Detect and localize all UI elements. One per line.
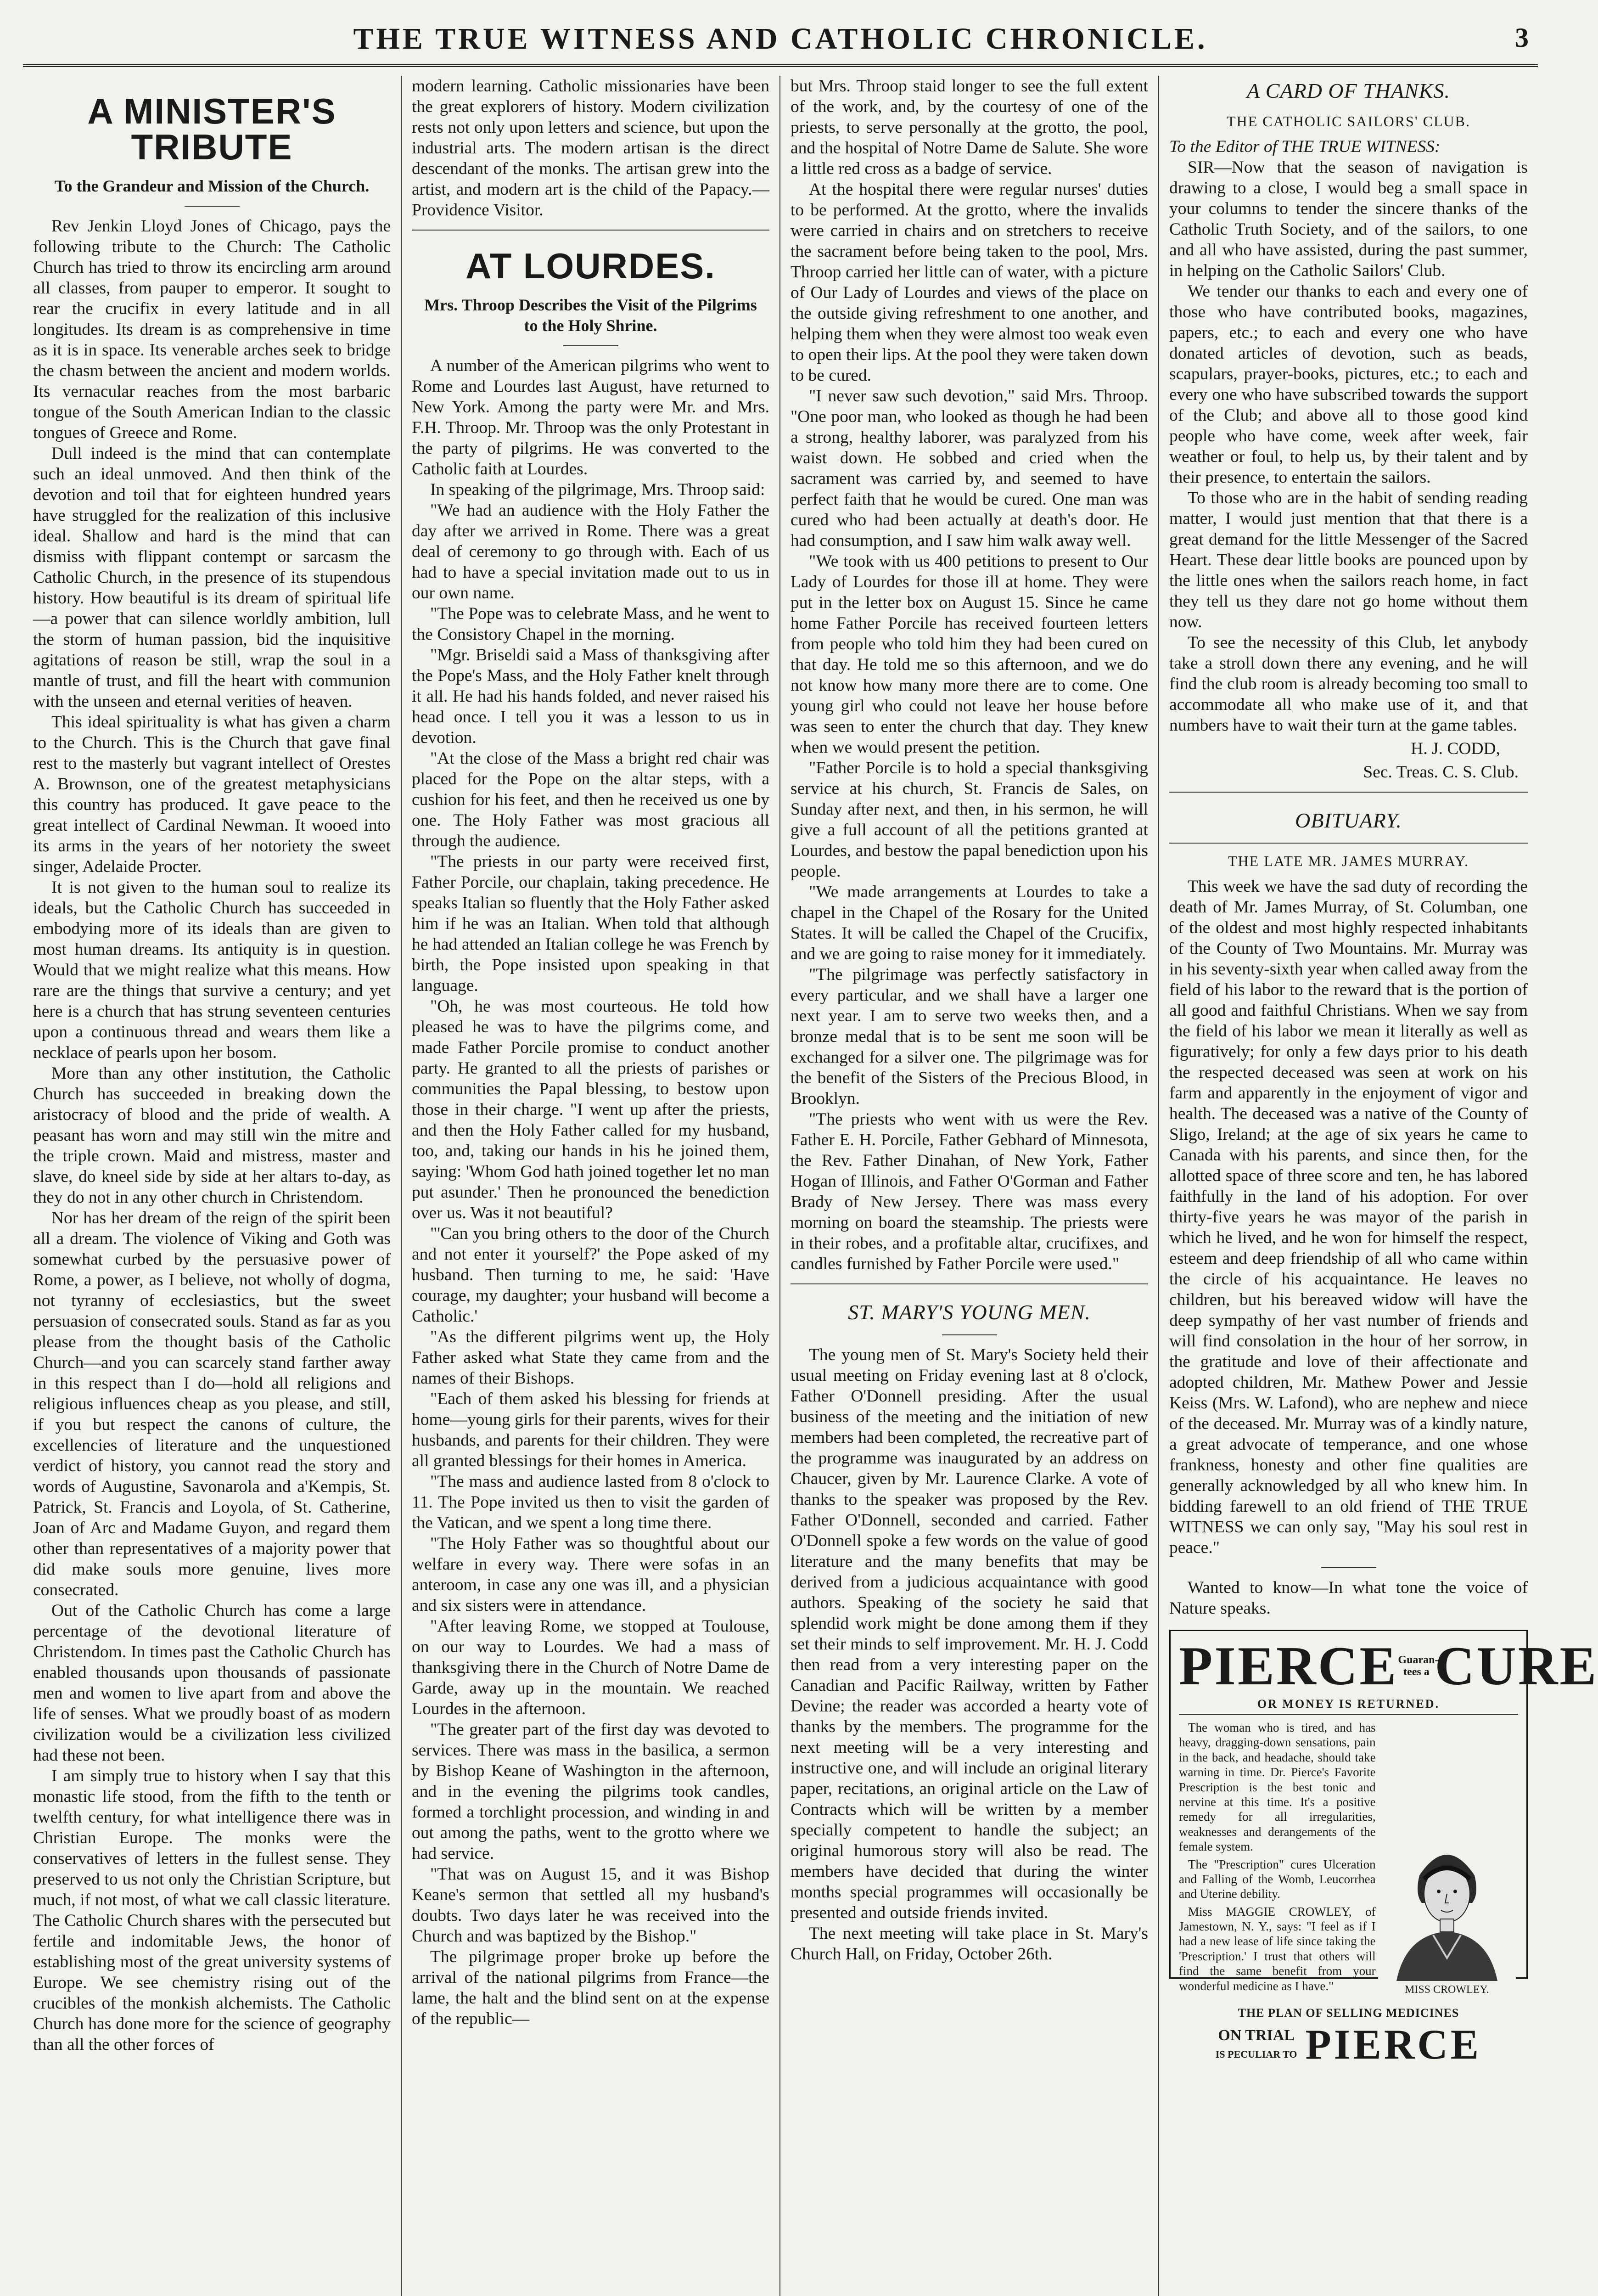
ad-footer-on-trial	[1216, 2027, 1297, 2062]
article-deck: Mrs. Throop Describes the Visit of the Pilgrims to the Holy Shrine.	[424, 296, 757, 335]
paragraph: "After leaving Rome, we stopped at Toulouse, on our way to Lourdes. We had a mass of thanksgiving there in the Church of Notre Dame de Garde, away up in the mountain. We reached Lourdes in the afternoon.	[412, 1617, 769, 1718]
divider	[185, 206, 240, 207]
paragraph: "The mass and audience lasted from 8 o'clock to 11. The Pope invited us then to visit the garden of the Vatican, and we spent a long time there.	[412, 1472, 769, 1532]
signature-name: H. J. CODD,	[1411, 739, 1500, 758]
column-1	[23, 76, 402, 2296]
ad-brand-word: PIERCE	[1179, 1635, 1398, 1696]
ad-guarantee-text: Guaran-tees a	[1398, 1654, 1439, 1678]
divider	[791, 1283, 1148, 1284]
paragraph-continuation: but Mrs. Throop staid longer to see the full extent of the work, and, by the courtesy of one of the priests, to serve personally at the grotto, the pool, and the hospital of Notre Dame de Salute. She wore a little red cross as a badge of service.	[791, 77, 1148, 178]
ad-header	[1179, 1635, 1598, 1696]
paragraph: "We made arrangements at Lourdes to take a chapel in the Chapel of the Rosary for the United States. It will be called the Chapel of the Crucifix, and we are going to raise money for it immediately.	[791, 883, 1148, 963]
paragraph: "As the different pilgrims went up, the Holy Father asked what State they came from and the names of their Bishops.	[412, 1328, 769, 1388]
paragraph: The pilgrimage proper broke up before the arrival of the national pilgrims from France—the lame, the halt and the blind sent on at the expense of the republic—	[412, 1947, 769, 2028]
ad-subline: OR MONEY IS RETURNED.	[1179, 1697, 1518, 1715]
column-4	[1159, 76, 1598, 2296]
column-2	[402, 76, 780, 2296]
paragraph: To those who are in the habit of sending reading matter, I would just mention that that there is a great demand for the little Messenger of the Sacred Heart. These dear little books are pounced upon by the little ones when the sailors reach home, in fact they tell us they dare not go home without them now.	[1169, 489, 1528, 631]
paragraph-continuation: modern learning. Catholic missionaries have been the great explorers of history. Modern civilization rests not only upon letters and science, but upon the industrial arts. The modern artisan is the direct descendant of the monks. The artisan grew into the artist, and modern art is the child of the Papacy.—Providence Visitor.	[412, 77, 769, 219]
portrait-caption: MISS CROWLEY.	[1405, 1984, 1489, 1996]
paragraph: This ideal spirituality is what has given a charm to the Church. This is the Church that gave final rest to the masterly but vagrant intellect of Orestes A. Brownson, one of the greatest metaphysicians this country has produced. It gave peace to the great intellect of Cardinal Newman. It wooed into its arms in the years of her notoriety the sweet singer, Adelaide Procter.	[33, 713, 391, 876]
paragraph: The young men of St. Mary's Society held their usual meeting on Friday evening last at 8 o'clock, Father O'Donnell presiding. After the usual business of the meeting and the initiation of new members had been completed, the recreative part of the programme was inaugurated by an address on Chaucer, given by Mr. Laurence Clarke. A vote of thanks to the speaker was proposed by the Rev. Father O'Donnell, seconded and carried. Father O'Donnell spoke a few words on the value of good literature and the many benefits that may be derived from a judicious acquaintance with good authors. Speaking of the society he said that splendid work might be done among them if they set their minds to self improvement. Mr. H. J. Codd then read from a very interesting paper on the Canadian and Pacific Railway, written by Father Devine; the reader was accorded a hearty vote of thanks by the members. The programme for the next meeting will be a very interesting and instructive one, and will include an original literary paper, recitations, an original article on the Law of Contracts which will be written by a member specially competent to handle the subject; an original humorous story will also be read. The members have decided that during the winter months special programmes will occasionally be presented and outside friends invited.	[791, 1345, 1148, 1922]
masthead-title: THE TRUE WITNESS AND CATHOLIC CHRONICLE.	[353, 22, 1208, 56]
paragraph: "We took with us 400 petitions to present to Our Lady of Lourdes for those ill at home. They were put in the letter box on August 15. Since he came home Father Porcile has received fourteen letters from people who told him they had been cured on that day. He told me so this afternoon, and we do not know how many more there are to come. One young girl who could not leave her house before was seen to enter the church that day. They knew when we would present the petition.	[791, 552, 1148, 757]
ad-paragraph: The woman who is tired, and has heavy, dragging-down sensations, pain in the back, and headache, should take warning in time. Dr. Pierce's Favorite Prescription is the best tonic and nervine at this time. It's a positive remedy for all irregularities, weaknesses and derangements of the female system.	[1179, 1721, 1376, 1854]
paragraph: "The priests in our party were received first, Father Porcile, our chaplain, taking precedence. He speaks Italian so fluently that the Holy Father asked him if he was an Italian. When told that although he had attended an Italian college he was French by birth, the Pope insisted upon speaking in that language.	[412, 852, 769, 995]
column-3	[780, 76, 1159, 2296]
paragraph: SIR—Now that the season of navigation is drawing to a close, I would beg a small space in your columns to tender the sincere thanks of the Catholic Truth Society, and of the sailors, to one and all who have assisted, during the past summer, in helping on the Catholic Sailors' Club.	[1169, 158, 1528, 280]
page-number: 3	[1515, 23, 1529, 53]
ad-text	[1179, 1720, 1376, 1996]
divider	[563, 345, 618, 346]
paragraph: More than any other institution, the Catholic Church has succeeded in breaking down the aristocracy of blood and the pride of wealth. A peasant has worn and may still win the mitre and the triple crown. Maid and mistress, master and slave, do kneel side by side at her altars to-day, as they do not in any other church in Christendom.	[33, 1064, 391, 1207]
club-heading: THE CATHOLIC SAILORS' CLUB.	[1227, 113, 1470, 129]
divider	[412, 230, 769, 231]
ad-on-trial-text: ON TRIAL	[1218, 2027, 1295, 2044]
paragraph: "At the close of the Mass a bright red chair was placed for the Pope on the altar steps, with a cushion for his feet, and then he received us one by one. The Holy Father was most gracious all through the audience.	[412, 749, 769, 850]
pierce-advertisement	[1169, 1630, 1598, 2068]
paragraph: Out of the Catholic Church has come a large percentage of the devotional literature of Christendom. In times past the Catholic Church has enabled thousands upon thousands of passionate men and women to live apart from and above the life of senses. What we proudly boast of as modern civilization would be a civilization less civilized had these not been.	[33, 1601, 391, 1765]
paragraph: "Mgr. Briseldi said a Mass of thanksgiving after the Pope's Mass, and the Holy Father knelt through it all. He had his hands folded, and never raised his head once. I tell you it was a lesson to us in devotion.	[412, 646, 769, 747]
ad-footer	[1179, 2006, 1518, 2069]
paragraph: To see the necessity of this Club, let anybody take a stroll down there any evening, and he will find the club room is already becoming too small to accommodate all who make use of it, and that numbers have to wait their turn at the game tables.	[1169, 633, 1528, 735]
paragraph: Rev Jenkin Lloyd Jones of Chicago, pays the following tribute to the Church: The Catholic Church has tried to throw its encircling arm around all classes, from pauper to emperor. It sought to rear the crucifix in every latitude and in all longitudes. Its dream is as comprehensive in time as it is in space. Its venerable arches seek to bridge the chasm between the ancient and modern worlds. Its vernacular reaches from the most barbaric tongue of the South American Indian to the classic tongues of Greece and Rome.	[33, 217, 391, 442]
paragraph: We tender our thanks to each and every one of those who have contributed books, magazines, papers, etc.; to each and every one who have donated articles of devotion, such as beads, scapulars, prayer-books, pictures, etc.; to each and every one who have subscribed towards the support of the Club; and above all to those good kind people who have come, week after week, fair weather or foul, to help us, by their talent and by their presence, to entertain the sailors.	[1169, 282, 1528, 487]
to-editor-line: To the Editor of THE TRUE WITNESS:	[1169, 137, 1441, 156]
ad-body	[1179, 1720, 1518, 1996]
divider	[1169, 792, 1528, 793]
paragraph: "The Holy Father was so thoughtful about our welfare in every way. There were sofas in an anteroom, in case any one was ill, and a physician and six sisters were in attendance.	[412, 1534, 769, 1615]
paragraph: "That was on August 15, and it was Bishop Keane's sermon that settled all my husband's doubts. Two days later he was received into the Church and was baptized by the Bishop."	[412, 1865, 769, 1946]
divider	[1169, 843, 1528, 844]
ad-portrait	[1376, 1720, 1518, 1996]
masthead	[23, 14, 1538, 67]
paragraph: A number of the American pilgrims who went to Rome and Lourdes last August, have returned to New York. Among the party were Mr. and Mrs. F.H. Throop. Mr. Throop was the only Protestant in the party of pilgrims. He was converted to the Catholic faith at Lourdes.	[412, 356, 769, 478]
page-columns	[23, 76, 1598, 2296]
divider	[1321, 1567, 1376, 1568]
signature-title: Sec. Treas. C. S. Club.	[1363, 763, 1519, 782]
filler-paragraph: Wanted to know—In what tone the voice of Nature speaks.	[1169, 1578, 1528, 1618]
article-deck: To the Grandeur and Mission of the Church.	[54, 177, 370, 195]
paragraph: "I never saw such devotion," said Mrs. Throop. "One poor man, who looked as though he had been a strong, healthy laborer, was paralyzed from his waist down. He sobbed and cried when the sacrament was carried by, and seemed to have perfect faith that he would be cured. One man was cured who had been actually at death's door. He had consumption, and I saw him walk away well.	[791, 387, 1148, 550]
section-title-st-marys-young-men: ST. MARY'S YOUNG MEN.	[848, 1300, 1091, 1324]
paragraph: "'Can you bring others to the door of the Church and not enter it yourself?' the Pope asked of my husband. Then turning to me, he said: 'Have courage, my daughter; your husband will become a Catholic.'	[412, 1224, 769, 1326]
paragraph: "Oh, he was most courteous. He told how pleased he was to have the pilgrims come, and made Father Porcile promise to conduct another party. He granted to all the priests of parishes or communities the Papal blessing, to bestow upon those in their charge. "I went up after the priests, and then the Holy Father called for my husband, too, and, taking our hands in his he joined them, saying: 'Whom God hath joined together let no man put asunder.' Then he pronounced the benediction over us. Was it not beautiful?	[412, 997, 769, 1222]
portrait-illustration	[1378, 1825, 1516, 1981]
section-title-obituary: OBITUARY.	[1295, 809, 1402, 832]
paragraph: "Each of them asked his blessing for friends at home—young girls for their parents, wives for their husbands, and parents for their children. They were all granted blessings for their homes in America.	[412, 1390, 769, 1470]
paragraph: In speaking of the pilgrimage, Mrs. Throop said:	[430, 480, 765, 499]
ad-paragraph: The "Prescription" cures Ulceration and Falling of the Womb, Leucorrhea and Uterine debility.	[1179, 1857, 1376, 1901]
ad-footer-brand: PIERCE	[1305, 2021, 1482, 2068]
ad-cure-word: CURE	[1435, 1635, 1598, 1696]
article-headline-at-lourdes: AT LOURDES.	[465, 246, 716, 286]
divider	[942, 1334, 997, 1335]
paragraph: "Father Porcile is to hold a special thanksgiving service at his church, St. Francis de Sales, on Sunday after next, and then, in his sermon, he will give a full account of all the petitions granted at Lourdes, and bestow the papal benediction upon his people.	[791, 759, 1148, 881]
section-title-card-of-thanks: A CARD OF THANKS.	[1247, 79, 1450, 102]
obituary-heading: THE LATE MR. JAMES MURRAY.	[1228, 853, 1469, 869]
paragraph: The next meeting will take place in St. Mary's Church Hall, on Friday, October 26th.	[791, 1924, 1148, 1964]
ad-peculiar-text: IS PECULIAR TO	[1215, 2048, 1297, 2060]
article-headline-ministers-tribute: A MINISTER'S TRIBUTE	[87, 91, 336, 167]
paragraph: At the hospital there were regular nurses' duties to be performed. At the grotto, where the invalids were carried in chairs and on stretchers to receive the sacrament before being taken to the pool, Mrs. Throop carried her little can of water, with a picture of Our Lady of Lourdes and views of the place on the outside giving refreshment to one another, and helping them when they were almost too weak even to open their lips. At the pool they were taken down to be cured.	[791, 180, 1148, 385]
paragraph: It is not given to the human soul to realize its ideals, but the Catholic Church has succeeded in embodying more of its ideals than are given to most human dreams. Its antiquity is in question. Would that we might realize what this means. How rare are the things that survive a century; and yet here is a church that has strung seventeen centuries upon a continuous thread and wears them like a necklace of pearls upon her bosom.	[33, 878, 391, 1062]
paragraph: Nor has her dream of the reign of the spirit been all a dream. The violence of Viking and Goth was somewhat curbed by the persuasive power of Rome, a power, as I believe, not wholly of dogma, not tyranny of ecclesiastics, but the sweet persuasion of consecrated souls. Stand as far as you please from the thought basis of the Catholic Church—and you can scarcely stand farther away in this respect than I do—hold all religions and religious influences cheap as you please, and still, if you but respect the canons of culture, the excellencies of literature and the unquestioned verdict of history, you cannot read the story and words of Augustine, Savonarola and a'Kempis, St. Patrick, St. Francis and Loyola, of St. Catherine, Joan of Arc and Madame Guyon, and regard them other than representatives of a majority power that did make souls more genuine, lives more consecrated.	[33, 1209, 391, 1599]
paragraph: "The pilgrimage was perfectly satisfactory in every particular, and we shall have a larger one next year. I am to serve two weeks then, and a bronze medal that is to be sent me soon will be exchanged for a silver one. The pilgrimage was for the benefit of the Sisters of the Precious Blood, in Brooklyn.	[791, 965, 1148, 1108]
paragraph: "We had an audience with the Holy Father the day after we arrived in Rome. There was a great deal of ceremony to go through with. Each of us had to have a special invitation made out to us in our own name.	[412, 501, 769, 602]
paragraph: "The greater part of the first day was devoted to services. There was mass in the basilica, a sermon by Bishop Keane of Washington in the afternoon, and in the evening the pilgrims took candles, formed a torchlight procession, and winding in and out among the paths, went to the grotto where we had service.	[412, 1720, 769, 1863]
paragraph: "The Pope was to celebrate Mass, and he went to the Consistory Chapel in the morning.	[412, 604, 769, 644]
paragraph: Dull indeed is the mind that can contemplate such an ideal unmoved. And then think of the devotion and toil that for eighteen hundred years have struggled for the realization of this inclusive ideal. Shallow and hard is the mind that can dismiss with flippant contempt or sarcasm the Catholic Church, in the presence of its stupendous history. How beautiful is its dream of spiritual life—a power that can silence worldly ambition, lull the storm of human passion, bid the inquisitive agitations of reason be still, wrap the soul in a mantle of trust, and fill the heart with communion with the unseen and eternal verities of heaven.	[33, 444, 391, 711]
paragraph: This week we have the sad duty of recording the death of Mr. James Murray, of St. Columban, one of the oldest and most highly respected inhabitants of the County of Two Mountains. Mr. Murray was in his seventy-sixth year when called away from the field of his labor to the reward that is the portion of all good and faithful Christians. When we say from the field of his labor we mean it literally as well as figuratively; for only a few days prior to his death the respected deceased was seen at work on his farm and apparently in the enjoyment of vigor and health. The deceased was a native of the County of Sligo, Ireland; at the age of six years he came to Canada with his parents, and since then, for the allotted space of three score and ten, he has labored faithfully in the land of his adoption. For over thirty-five years he was mayor of the parish in which he lived, and he won for himself the respect, esteem and deep friendship of all who came within the circle of his acquaintance. He leaves no children, but his bereaved widow will have the deep sympathy of her vast number of friends and will find consolation in the hour of her sorrow, in the gratitude and love of their affectionate and adopted children, Mr. Mathew Power and Jessie Keiss (Mrs. W. Lafond), who are nephew and niece of the deceased. Mr. Murray was of a kindly nature, a great advocate of temperance, and one whose frankness, honesty and other fine qualities are generally acknowledged by all who knew him. In bidding farewell to an old friend of THE TRUE WITNESS we can only say, "May his soul rest in peace."	[1169, 877, 1528, 1557]
paragraph: "The priests who went with us were the Rev. Father E. H. Porcile, Father Gebhard of Minnesota, the Rev. Father Dinahan, of New York, Father Hogan of Illinois, and Father O'Gorman and Father Brady of New Jersey. There was mass every morning on board the steamship. The priests were in their robes, and a profitable altar, crucifixes, and candles furnished by Father Porcile were used."	[791, 1110, 1148, 1273]
ad-paragraph: Miss MAGGIE CROWLEY, of Jamestown, N. Y., says: "I feel as if I had a new lease of life since taking the 'Prescription.' I trust that others will find the same benefit from your wonderful medicine as I have."	[1179, 1904, 1376, 1993]
ad-footer-plan: THE PLAN OF SELLING MEDICINES	[1238, 2006, 1459, 2020]
paragraph: I am simply true to history when I say that this monastic life stood, from the fifth to the tenth or twelfth century, for what intelligence there was in Christian Europe. The monks were the conservatives of letters in the fullest sense. They preserved to us not only the Christian Scripture, but much, if not most, of what we call classic literature. The Catholic Church shares with the persecuted but fertile and indomitable Jews, the honor of establishing most of the great university systems of Europe. We see chemistry rising out of the crucibles of the monkish alchemists. The Catholic Church has done more for the science of geography than all the other forces of	[33, 1767, 391, 2054]
